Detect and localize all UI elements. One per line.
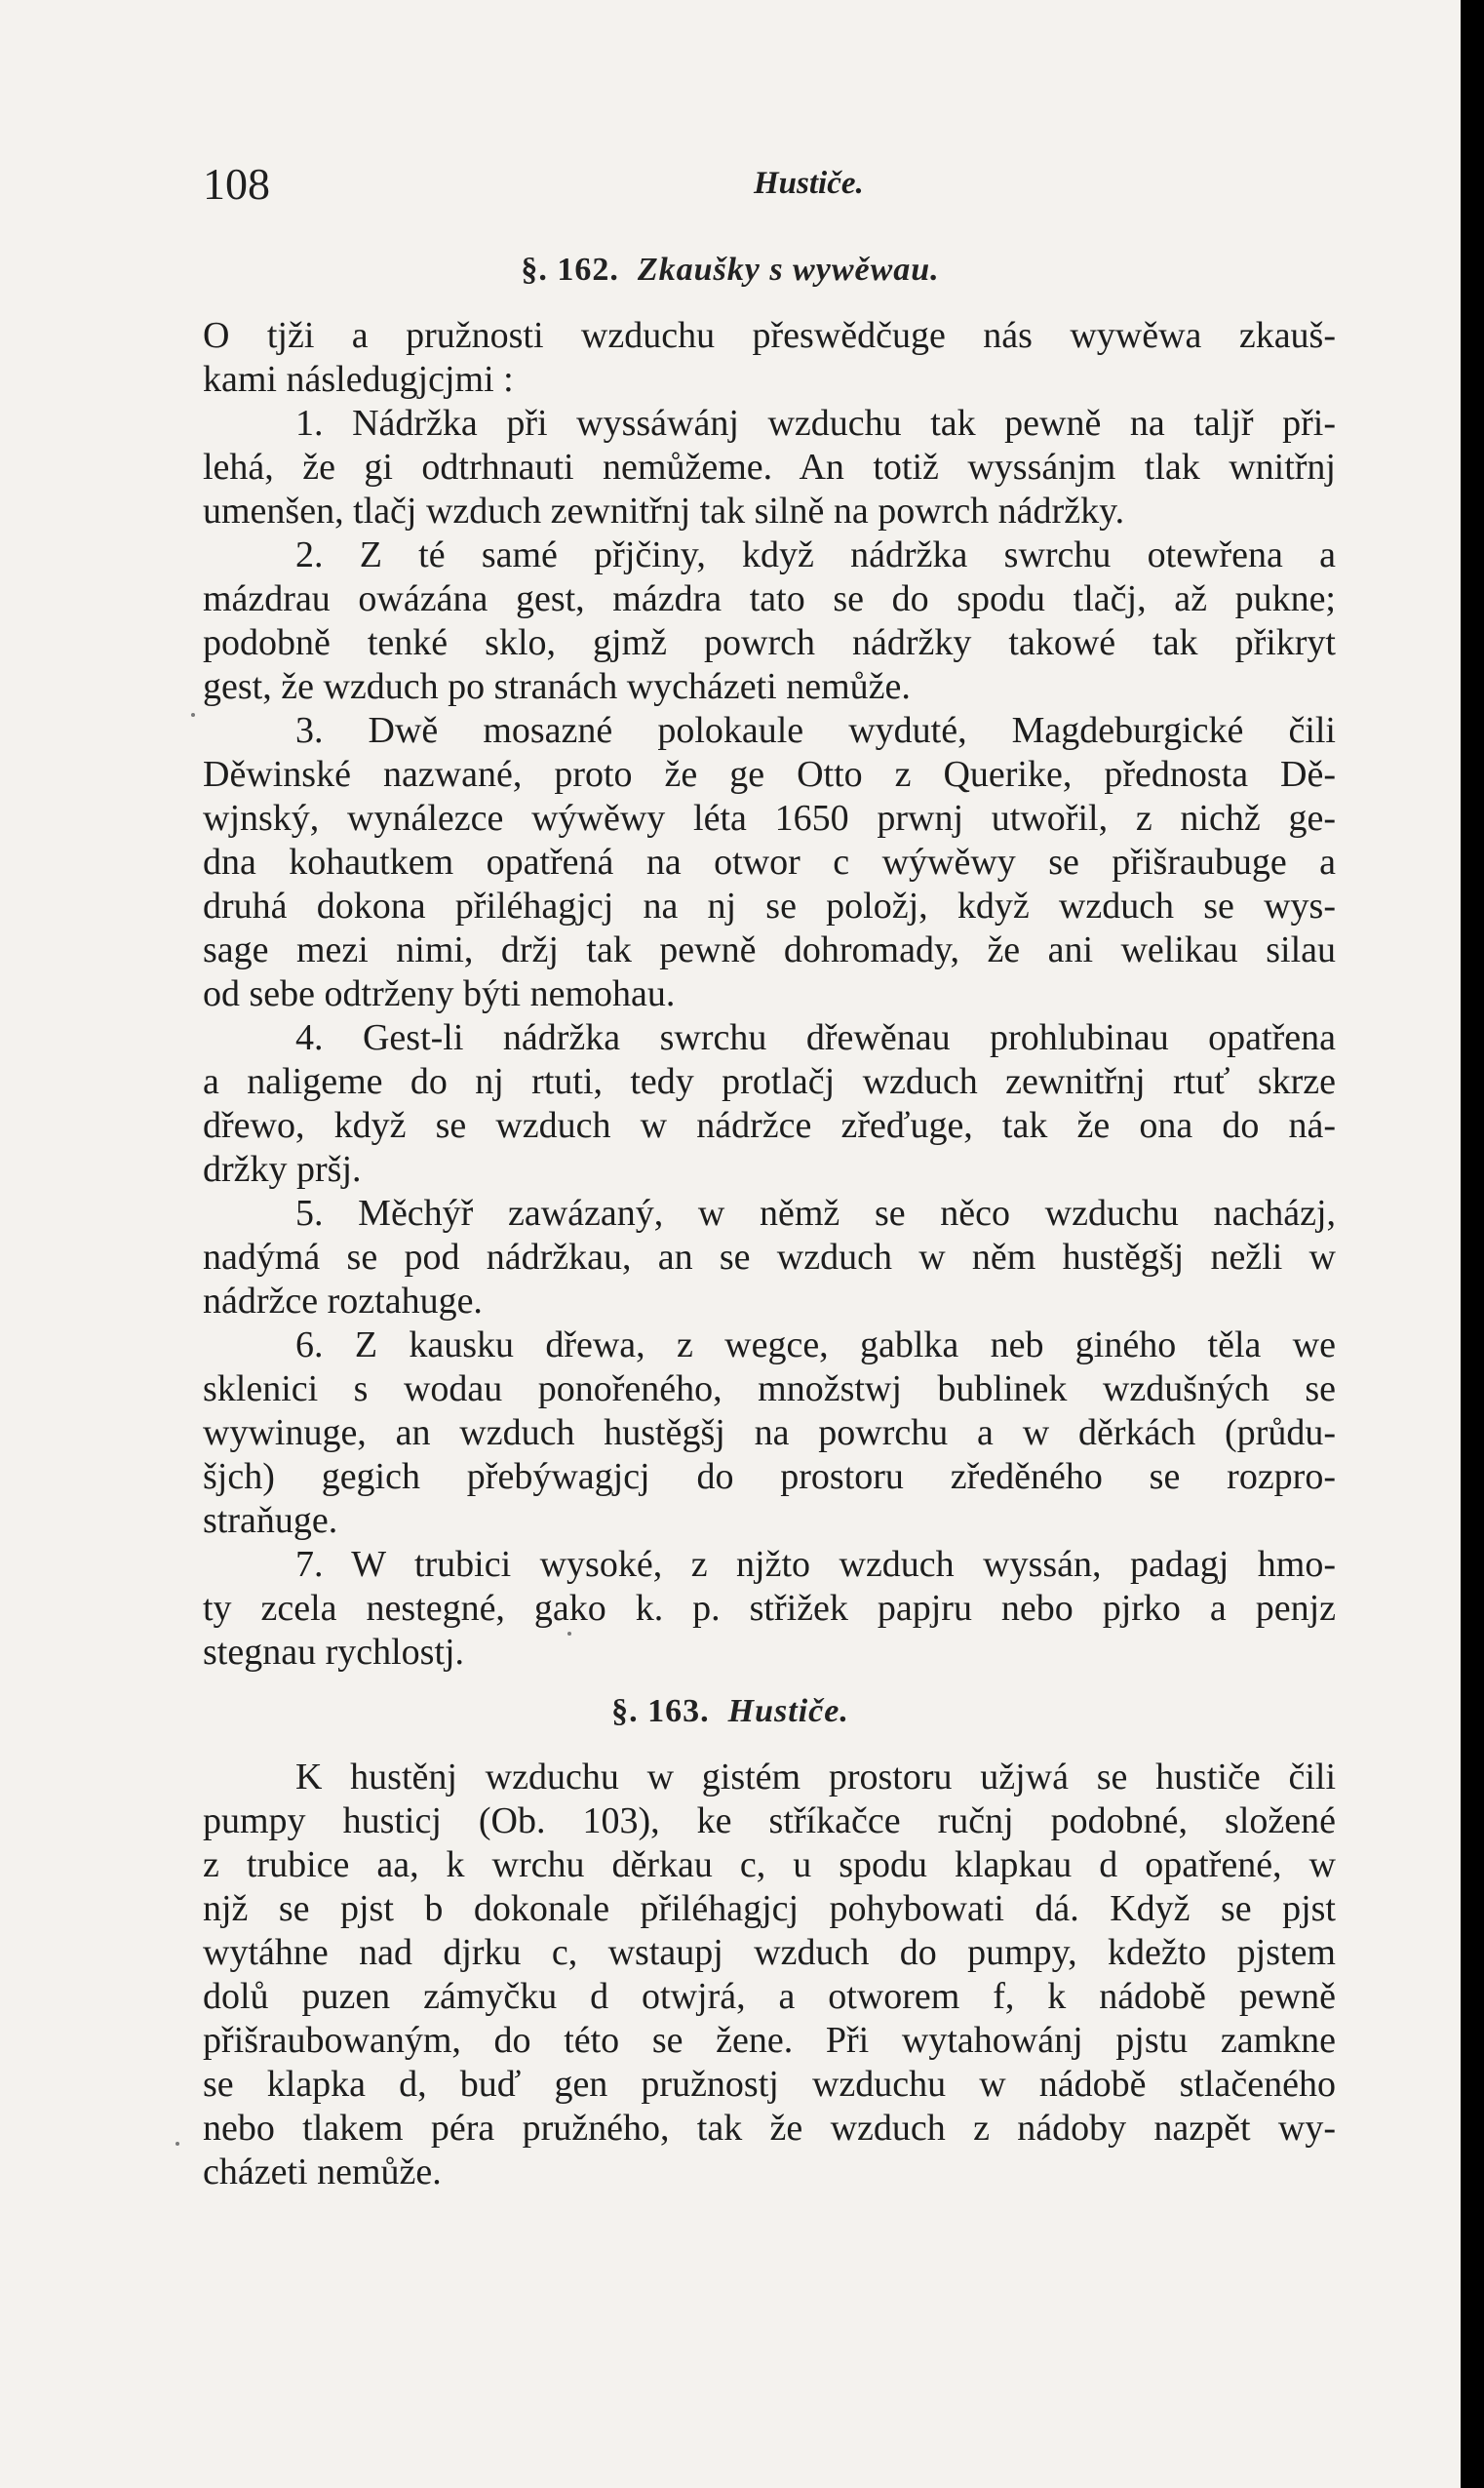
text-line: umenšen, tlačj wzduch zewnitřnj tak silně na powrch nádržky. bbox=[203, 491, 1125, 532]
text-line: druhá dokona přiléhagjcj na nj se položj, když wzduch se wys- bbox=[203, 886, 1336, 927]
text-line: šjch) gegich přebýwagjcj do prostoru zředěného se rozpro- bbox=[203, 1456, 1336, 1497]
scan-border bbox=[1461, 0, 1484, 2488]
text-line: a naligeme do nj rtuti, tedy protlačj wzduch zewnitřnj rtuť skrze bbox=[203, 1061, 1336, 1102]
text-line: lehá, že gi odtrhnauti nemůžeme. An totiž wyssánjm tlak wnitřnj bbox=[203, 447, 1336, 488]
text-line: wjnský, wynálezce wýwěwy léta 1650 prwnj utwořil, z nichž ge- bbox=[203, 798, 1336, 839]
running-title: Hustiče. bbox=[754, 166, 864, 201]
section-163-heading bbox=[0, 1693, 1461, 1730]
text-line: stegnau rychlostj. bbox=[203, 1632, 465, 1673]
text-line: kami následugjcjmi : bbox=[203, 359, 514, 400]
section-163-title: Hustiče. bbox=[727, 1693, 849, 1729]
text-line: Děwinské nazwané, proto že ge Otto z Querike, přednosta Dě- bbox=[203, 754, 1336, 795]
text-line: sage mezi nimi, držj tak pewně dohromady, že ani welikau silau bbox=[203, 929, 1336, 970]
text-line: podobně tenké sklo, gjmž powrch nádržky takowé tak přikryt bbox=[203, 622, 1336, 663]
text-line: se klapka d, buď gen pružnostj wzduchu w nádobě stlačeného bbox=[203, 2064, 1336, 2105]
text-line: 5. Měchýř zawázaný, w němž se něco wzduchu nacházj, bbox=[295, 1193, 1336, 1234]
text-line: cházeti nemůže. bbox=[203, 2152, 442, 2192]
text-line: pumpy husticj (Ob. 103), ke stříkačce ručnj podobné, složené bbox=[203, 1800, 1336, 1841]
section-162-number: §. 162. bbox=[521, 252, 619, 288]
text-line: nebo tlakem péra pružného, tak že wzduch z nádoby nazpět wy- bbox=[203, 2108, 1336, 2149]
text-line: sklenici s wodau ponořeného, množstwj bublinek wzdušných se bbox=[203, 1368, 1336, 1409]
section-163-body bbox=[203, 1756, 1336, 2194]
text-line: K hustěnj wzduchu w gistém prostoru užjwá se hustiče čili bbox=[295, 1757, 1336, 1797]
section-162-heading bbox=[0, 252, 1461, 289]
section-163-number: §. 163. bbox=[611, 1693, 710, 1729]
text-line: nadýmá se pod nádržkau, an se wzduch w něm hustěgšj nežli w bbox=[203, 1237, 1336, 1278]
section-162-body bbox=[203, 314, 1336, 1675]
scan-speck bbox=[191, 713, 195, 717]
scan-speck bbox=[176, 2142, 179, 2146]
text-line: wywinuge, an wzduch hustěgšj na powrchu a w děrkách (průdu- bbox=[203, 1412, 1336, 1453]
text-line: mázdrau owázána gest, mázdra tato se do spodu tlačj, až pukne; bbox=[203, 578, 1336, 619]
text-line: 4. Gest-li nádržka swrchu dřewěnau prohlubinau opatřena bbox=[295, 1017, 1336, 1058]
text-line: 2. Z té samé přjčiny, když nádržka swrchu otewřena a bbox=[295, 534, 1336, 575]
text-line: 6. Z kausku dřewa, z wegce, gablka neb giného těla we bbox=[295, 1324, 1336, 1365]
scan-speck bbox=[567, 1632, 571, 1636]
text-line: přišraubowaným, do této se žene. Při wytahowánj pjstu zamkne bbox=[203, 2020, 1336, 2061]
text-line: dolů puzen zámyčku d otwjrá, a otworem f, k nádobě pewně bbox=[203, 1976, 1336, 2017]
text-line: 1. Nádržka při wyssáwánj wzduchu tak pewně na talјř při- bbox=[295, 403, 1336, 444]
text-line: straňuge. bbox=[203, 1500, 338, 1541]
text-line: wytáhne nad djrku c, wstaupj wzduch do pumpy, kdežto pjstem bbox=[203, 1932, 1336, 1973]
page-header bbox=[203, 158, 1334, 217]
text-line: držky pršj. bbox=[203, 1149, 362, 1190]
text-line: z trubice aa, k wrchu děrkau c, u spodu klapkau d opatřené, w bbox=[203, 1844, 1336, 1885]
section-162-title: Zkaušky s wywěwau. bbox=[637, 252, 940, 288]
text-line: gest, že wzduch po stranách wycházeti nemůže. bbox=[203, 666, 911, 707]
text-line: O tjži a pružnosti wzduchu přeswědčuge nás wywěwa zkauš- bbox=[203, 315, 1336, 356]
text-line: dřewo, když se wzduch w nádržce zřeďuge, tak že ona do ná- bbox=[203, 1105, 1336, 1146]
text-line: nádržce roztahuge. bbox=[203, 1281, 483, 1322]
text-line: 7. W trubici wysoké, z njžto wzduch wyssán, padagj hmo- bbox=[295, 1544, 1336, 1585]
text-line: ty zcela nestegné, gako k. p. střižek papjru nebo pjrko a penjz bbox=[203, 1588, 1336, 1629]
text-line: 3. Dwě mosazné polokaule wyduté, Magdeburgické čili bbox=[295, 710, 1336, 751]
text-line: njž se pjst b dokonale přiléhagjcj pohybowati dá. Když se pjst bbox=[203, 1888, 1336, 1929]
page-number: 108 bbox=[203, 159, 270, 209]
text-line: dna kohautkem opatřená na otwor c wýwěwy se přišraubuge a bbox=[203, 842, 1336, 883]
text-line: od sebe odtrženy býti nemohau. bbox=[203, 973, 676, 1014]
